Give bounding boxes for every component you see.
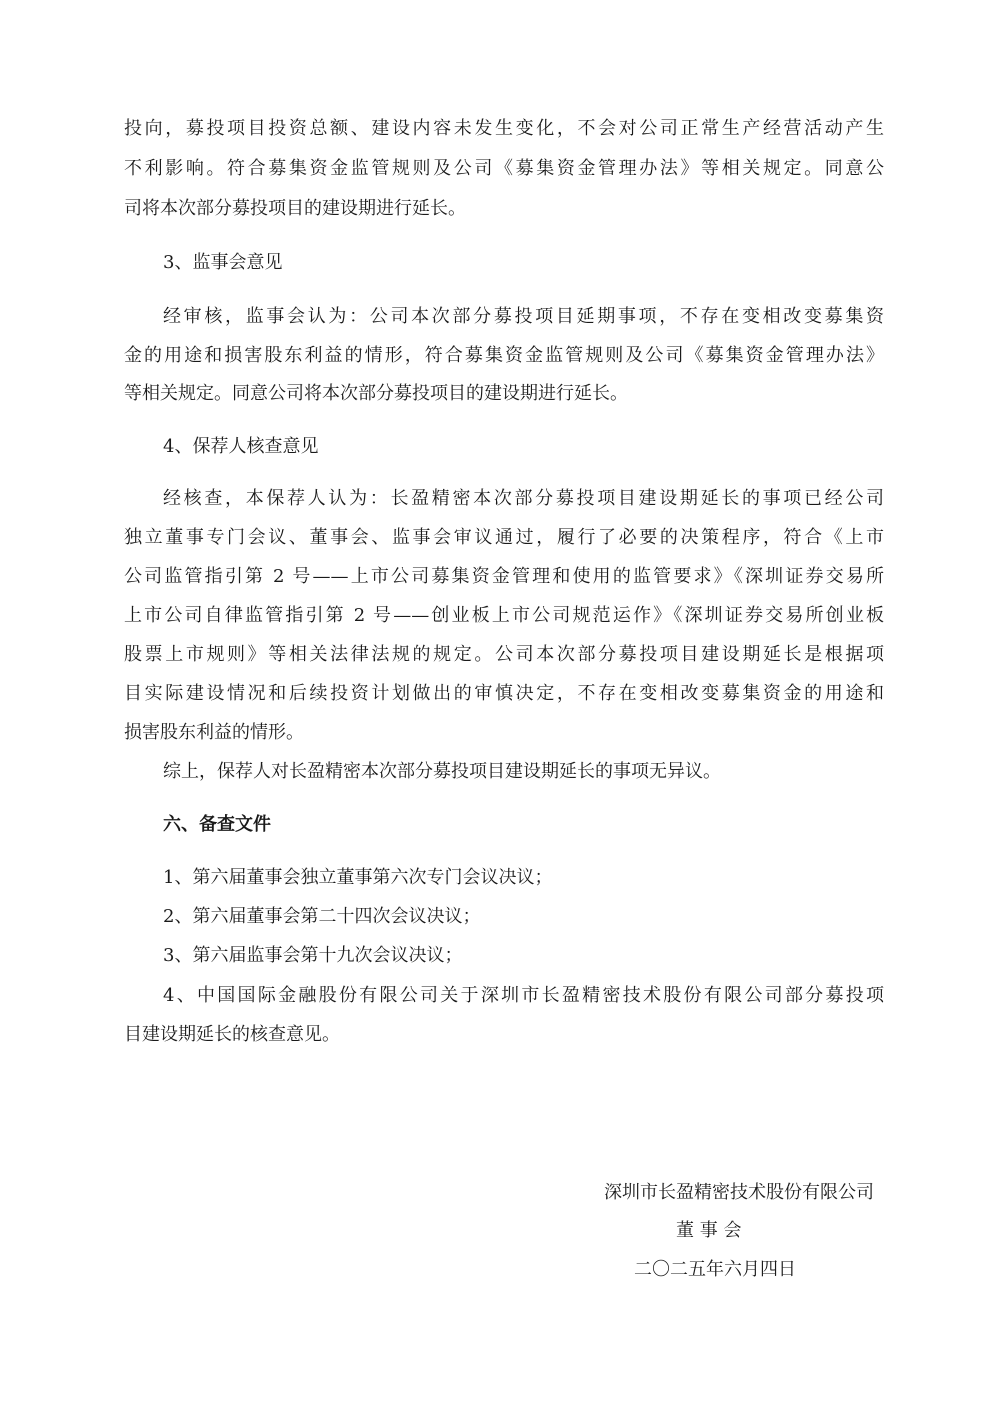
paragraph-line: 目实际建设情况和后续投资计划做出的审慎决定，不存在变相改变募集资金的用途和 (124, 683, 884, 704)
section-heading-documents: 六、备查文件 (163, 814, 271, 835)
paragraph-line: 独立董事专门会议、董事会、监事会审议通过，履行了必要的决策程序，符合《上市 (124, 527, 884, 548)
paragraph-line: 综上，保荐人对长盈精密本次部分募投项目建设期延长的事项无异议。 (163, 761, 721, 782)
list-item: 1、第六届董事会独立董事第六次专门会议决议； (163, 867, 553, 888)
paragraph-line: 不利影响。符合募集资金监管规则及公司《募集资金管理办法》等相关规定。同意公 (124, 158, 884, 179)
paragraph-line: 股票上市规则》等相关法律法规的规定。公司本次部分募投项目建设期延长是根据项 (124, 644, 884, 665)
signature-company: 深圳市长盈精密技术股份有限公司 (604, 1182, 874, 1203)
signature-date: 二〇二五年六月四日 (634, 1259, 796, 1280)
section-heading-sponsor: 4、保荐人核查意见 (163, 436, 319, 457)
paragraph-line: 损害股东利益的情形。 (124, 722, 304, 743)
paragraph-line: 金的用途和损害股东利益的情形，符合募集资金监管规则及公司《募集资金管理办法》 (124, 345, 884, 366)
paragraph-line: 经审核，监事会认为：公司本次部分募投项目延期事项，不存在变相改变募集资 (163, 306, 884, 327)
list-item-continuation: 目建设期延长的核查意见。 (124, 1024, 340, 1045)
paragraph-line: 公司监管指引第 2 号——上市公司募集资金管理和使用的监管要求》《深圳证券交易所 (124, 566, 884, 587)
paragraph-line: 司将本次部分募投项目的建设期进行延长。 (124, 198, 466, 219)
paragraph-line: 等相关规定。同意公司将本次部分募投项目的建设期进行延长。 (124, 383, 628, 404)
section-heading-supervisory: 3、监事会意见 (163, 252, 283, 273)
paragraph-line: 投向，募投项目投资总额、建设内容未发生变化，不会对公司正常生产经营活动产生 (124, 118, 884, 139)
list-item: 2、第六届董事会第二十四次会议决议； (163, 906, 481, 927)
paragraph-line: 上市公司自律监管指引第 2 号——创业板上市公司规范运作》《深圳证券交易所创业板 (124, 605, 884, 626)
paragraph-line: 经核查，本保荐人认为：长盈精密本次部分募投项目建设期延长的事项已经公司 (163, 488, 884, 509)
list-item: 4、中国国际金融股份有限公司关于深圳市长盈精密技术股份有限公司部分募投项 (163, 985, 884, 1006)
signature-board: 董 事 会 (676, 1220, 742, 1241)
list-item: 3、第六届监事会第十九次会议决议； (163, 945, 463, 966)
